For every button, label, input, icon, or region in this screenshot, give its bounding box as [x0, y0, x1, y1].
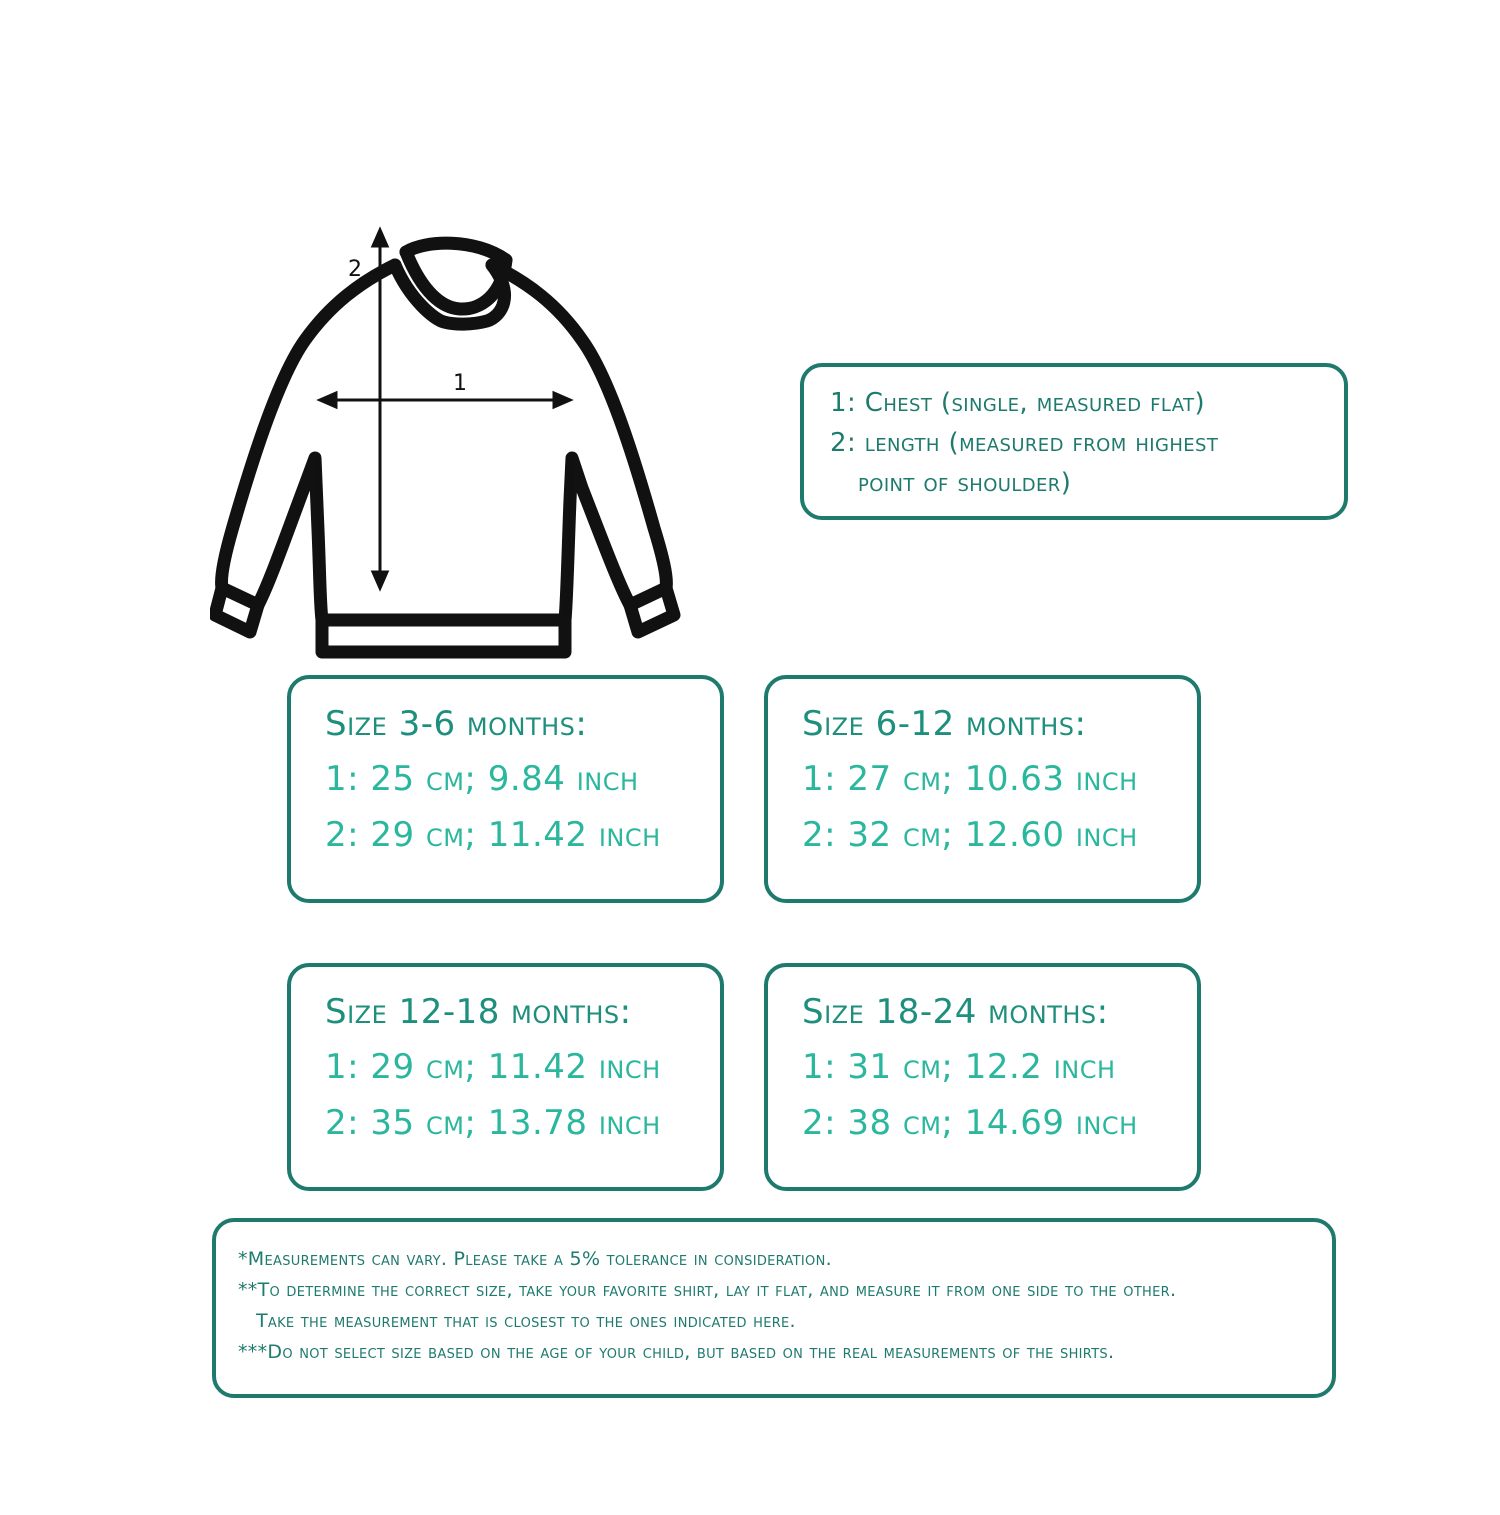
legend-line-length-cont: point of shoulder): [858, 468, 1072, 498]
note-how-to-measure: **To determine the correct size, take your favorite shirt, lay it flat, and measure it from one side to the other.: [238, 1279, 1177, 1301]
note-tolerance: *Measurements can vary. Please take a 5% tolerance in consideration.: [238, 1248, 832, 1270]
size-card-title: Size 18-24 months:: [802, 992, 1109, 1032]
notes-box: [212, 1218, 1336, 1398]
length-measure-arrow: [373, 230, 387, 588]
size-card-18-24-months: [764, 963, 1201, 1191]
note-age-warning: ***Do not select size based on the age of your child, but based on the real measurements of the shirts.: [238, 1341, 1115, 1363]
legend-box: [800, 363, 1348, 520]
size-card-length: 2: 29 cm; 11.42 inch: [325, 815, 661, 855]
sweater-outline: [215, 243, 674, 652]
size-card-length: 2: 35 cm; 13.78 inch: [325, 1103, 661, 1143]
length-dimension-label: 2: [348, 257, 362, 282]
note-how-to-measure-cont: Take the measurement that is closest to the ones indicated here.: [256, 1310, 796, 1332]
size-card-chest: 1: 29 cm; 11.42 inch: [325, 1047, 661, 1087]
seam-lines: [318, 458, 572, 620]
size-card-3-6-months: [287, 675, 724, 903]
chest-dimension-label: 1: [453, 371, 467, 396]
size-card-chest: 1: 27 cm; 10.63 inch: [802, 759, 1138, 799]
size-card-chest: 1: 31 cm; 12.2 inch: [802, 1047, 1116, 1087]
legend-line-length: 2: length (measured from highest: [830, 428, 1219, 458]
size-card-6-12-months: [764, 675, 1201, 903]
garment-diagram: [210, 200, 770, 670]
size-card-title: Size 3-6 months:: [325, 704, 588, 744]
chest-measure-arrow: [320, 393, 570, 407]
size-card-12-18-months: [287, 963, 724, 1191]
legend-line-chest: 1: Chest (single, measured flat): [830, 388, 1206, 418]
size-card-length: 2: 38 cm; 14.69 inch: [802, 1103, 1138, 1143]
size-card-title: Size 6-12 months:: [802, 704, 1087, 744]
size-card-title: Size 12-18 months:: [325, 992, 632, 1032]
size-card-chest: 1: 25 cm; 9.84 inch: [325, 759, 639, 799]
size-card-length: 2: 32 cm; 12.60 inch: [802, 815, 1138, 855]
